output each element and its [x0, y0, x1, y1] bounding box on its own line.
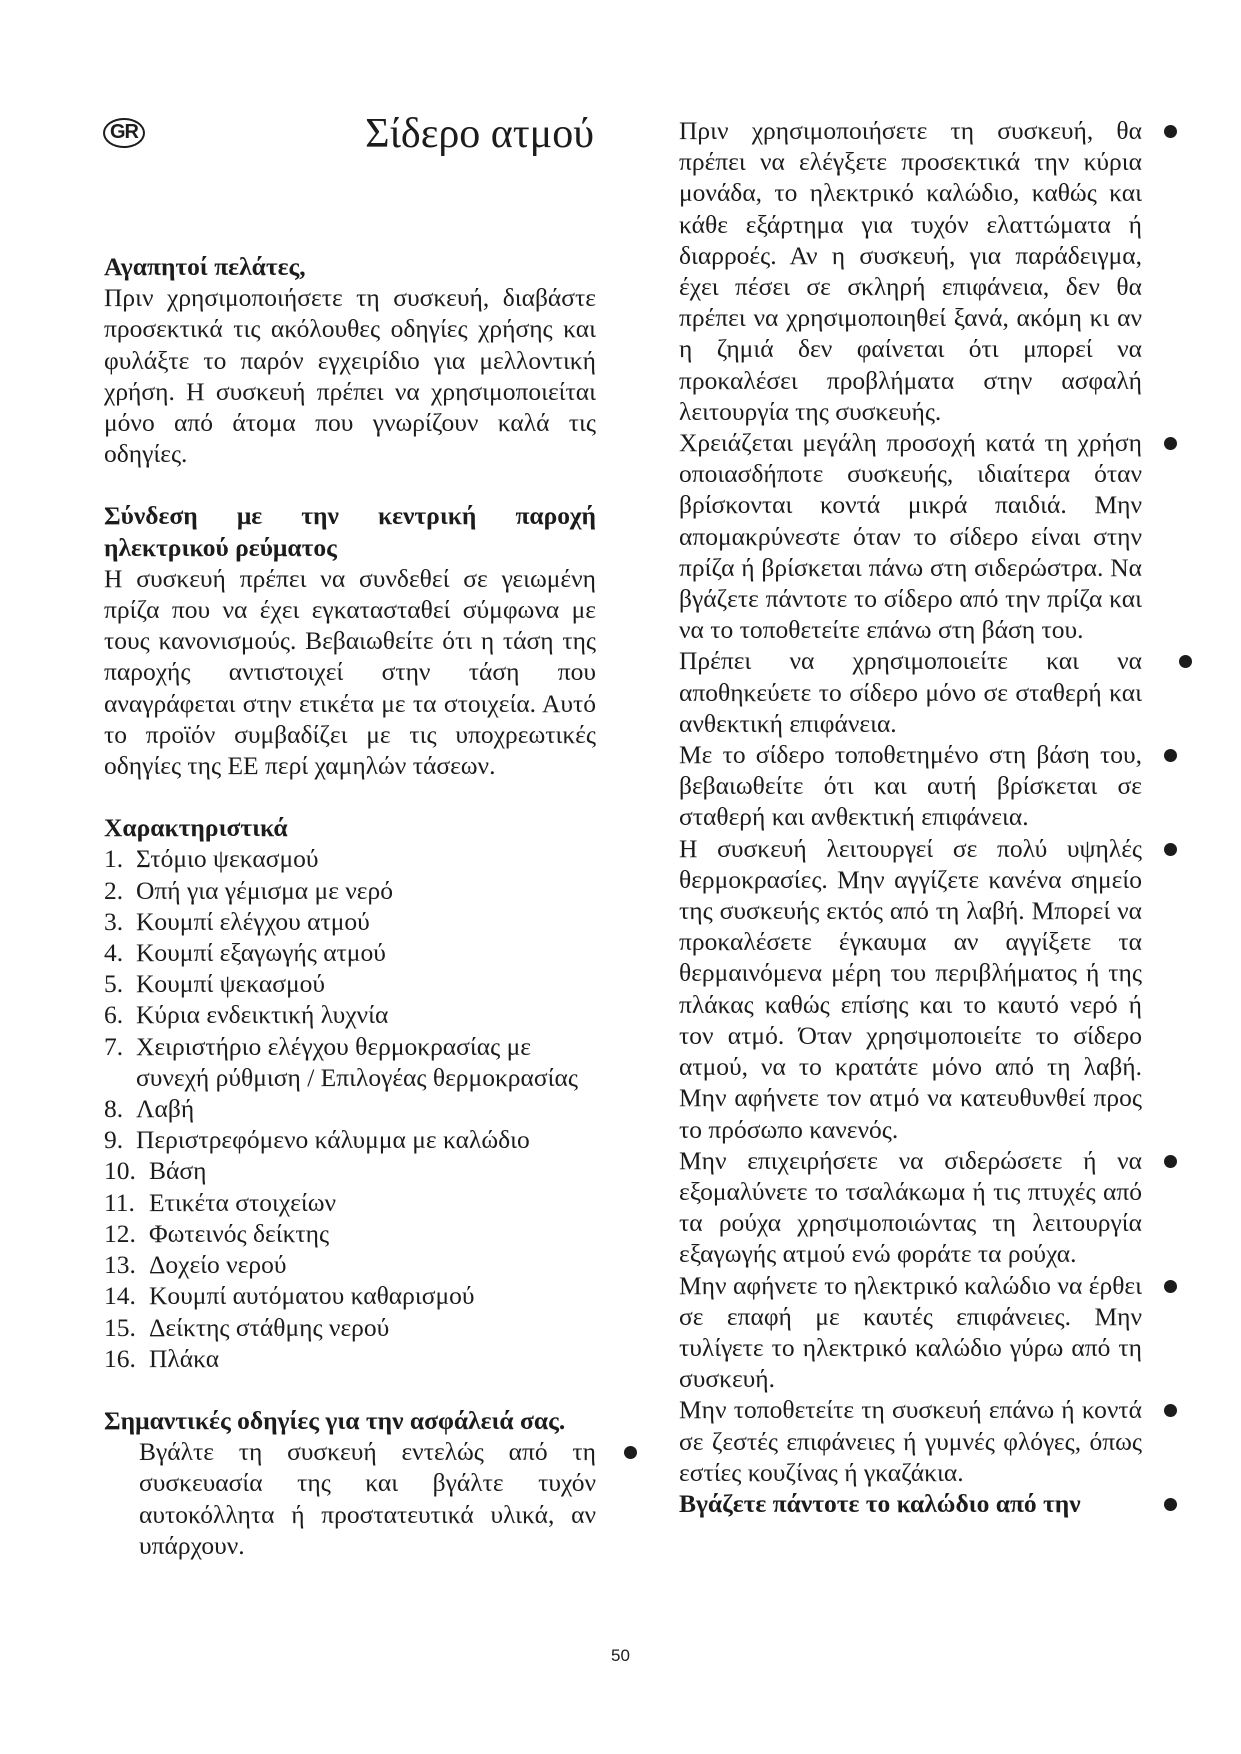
language-badge: GR	[103, 118, 145, 148]
feature-item	[104, 843, 596, 874]
safety-item	[679, 1145, 1142, 1270]
features-list	[104, 843, 596, 1373]
feature-text: Φωτεινός δείκτης	[149, 1218, 330, 1248]
page-number: 50	[611, 1646, 630, 1665]
safety-text: Με το σίδερο τοποθετημένο στη βάση του, βεβαιωθείτε ότι και αυτή βρίσκεται σε σταθερή και ανθεκτική επιφάνεια.	[679, 740, 1142, 832]
safety-text: Μην επιχειρήσετε να σιδερώσετε ή να εξομαλύνετε το τσαλάκωμα ή τις πτυχές από τα ρούχα χρησιμοποιώντας τη λειτουργία εξαγωγής ατμού ενώ φοράτε τα ρούχα.	[679, 1145, 1142, 1269]
safety-item	[679, 833, 1142, 1145]
bullet-icon	[1164, 843, 1177, 856]
bullet-icon	[1164, 1404, 1177, 1417]
feature-text: Κουμπί ελέγχου ατμού	[136, 906, 370, 936]
feature-text: Περιστρεφόμενο κάλυμμα με καλώδιο	[136, 1125, 530, 1155]
bullet-icon	[1164, 749, 1177, 762]
feature-text: Χειριστήριο ελέγχου θερμοκρασίας με συνεχή ρύθμιση / Επιλογέας θερμοκρασίας	[136, 1031, 578, 1092]
safety-text: Μην τοποθετείτε τη συσκευή επάνω ή κοντά σε ζεστές επιφάνειες ή γυμνές φλόγες, όπως εστίες κουζίνας ή γκαζάκια.	[679, 1395, 1142, 1487]
feature-number: 2.	[104, 875, 124, 905]
feature-item	[104, 1031, 596, 1093]
feature-text: Δείκτης στάθμης νερού	[149, 1312, 390, 1342]
safety-text: Πρέπει να χρησιμοποιείτε και να αποθηκεύετε το σίδερο μόνο σε σταθερή και ανθεκτική επιφάνεια.	[679, 646, 1142, 738]
safety-text: Η συσκευή λειτουργεί σε πολύ υψηλές θερμοκρασίες. Μην αγγίζετε κανένα σημείο της συσκευής εκτός από τη λαβή. Μπορεί να προκαλέσετε έγκαυμα αν αγγίξετε τα θερμαινόμενα μέρη του περιβλήματος ή της πλάκας καθώς επίσης και το καυτό νερό ή τον ατμό. Όταν χρησιμοποιείτε το σίδερο ατμού, να το κρατάτε μόνο από τη λαβή. Μην αφήνετε τον ατμό να κατευθυνθεί προς το πρόσωπο κανενός.	[679, 833, 1142, 1144]
feature-text: Δοχείο νερού	[149, 1250, 287, 1280]
feature-item	[104, 1187, 596, 1218]
safety-item	[679, 115, 1142, 427]
feature-number: 3.	[104, 906, 124, 936]
feature-item	[104, 937, 596, 968]
feature-item	[104, 1343, 596, 1374]
feature-item	[104, 1280, 596, 1311]
greeting-heading: Αγαπητοί πελάτες,	[104, 252, 306, 281]
feature-text: Στόμιο ψεκασμού	[136, 844, 319, 874]
feature-item	[104, 1249, 596, 1280]
feature-number: 8.	[104, 1094, 124, 1124]
feature-item	[104, 1218, 596, 1249]
bullet-icon	[1164, 437, 1177, 450]
feature-text: Κουμπί αυτόματου καθαρισμού	[149, 1281, 475, 1311]
feature-number: 6.	[104, 1000, 124, 1030]
feature-item	[104, 1155, 596, 1186]
feature-text: Κουμπί εξαγωγής ατμού	[136, 938, 386, 968]
feature-number: 16.	[104, 1343, 136, 1373]
safety-intro-text: Βγάλτε τη συσκευή εντελώς από τη συσκευασία της και βγάλτε τυχόν αυτοκόλλητα ή προστατευτικά υλικά, αν υπάρχουν.	[139, 1437, 596, 1560]
feature-text: Κύρια ενδεικτική λυχνία	[136, 1000, 389, 1030]
safety-text: Χρειάζεται μεγάλη προσοχή κατά τη χρήση οποιασδήποτε συσκευής, ιδιαίτερα όταν βρίσκονται κοντά μικρά παιδιά. Μην απομακρύνεστε όταν το σίδερο είναι στην πρίζα ή βρίσκεται πάνω στη σιδερώστρα. Να βγάζετε πάντοτε το σίδερο από την πρίζα και να το τοποθετείτε επάνω στη βάση του.	[679, 428, 1142, 645]
feature-text: Λαβή	[136, 1094, 195, 1124]
feature-text: Κουμπί ψεκασμού	[136, 969, 326, 999]
document-title: Σίδερο ατμού	[365, 111, 594, 157]
safety-text-bold: Βγάζετε πάντοτε το καλώδιο από την	[679, 1488, 1081, 1518]
left-column	[104, 251, 596, 1561]
safety-item	[679, 739, 1142, 833]
safety-item	[679, 1270, 1142, 1395]
connection-heading: Σύνδεση με την κεντρική παροχή ηλεκτρικού ρεύματος	[104, 501, 596, 562]
feature-item	[104, 875, 596, 906]
bullet-icon	[1164, 1498, 1177, 1511]
feature-number: 13.	[104, 1250, 136, 1280]
safety-text: Πριν χρησιμοποιήσετε τη συσκευή, θα πρέπει να ελέγξετε προσεκτικά την κύρια μονάδα, το ηλεκτρικό καλώδιο, καθώς και κάθε εξάρτημα για τυχόν ελαττώματα ή διαρροές. Αν η συσκευή, για παράδειγμα, έχει πέσει σε σκληρή επιφάνεια, δεν θα πρέπει να χρησιμοποιηθεί ξανά, ακόμη κι αν η ζημιά δεν φαίνεται ότι μπορεί να προκαλέσει προβλήματα στην ασφαλή λειτουργία της συσκευής.	[679, 116, 1142, 426]
feature-number: 9.	[104, 1125, 124, 1155]
feature-number: 4.	[104, 938, 124, 968]
bullet-icon	[1164, 1155, 1177, 1168]
feature-item	[104, 1093, 596, 1124]
feature-item	[104, 1312, 596, 1343]
safety-text: Μην αφήνετε το ηλεκτρικό καλώδιο να έρθει σε επαφή με καυτές επιφάνειες. Μην τυλίγετε το ηλεκτρικό καλώδιο γύρω από τη συσκευή.	[679, 1270, 1142, 1394]
feature-number: 5.	[104, 969, 124, 999]
safety-item	[679, 1394, 1142, 1488]
safety-intro-item	[104, 1436, 596, 1561]
bullet-icon	[624, 1446, 637, 1459]
feature-text: Βάση	[149, 1156, 207, 1186]
feature-number: 11.	[104, 1187, 135, 1217]
feature-number: 1.	[104, 844, 124, 874]
bullet-icon	[1179, 655, 1192, 668]
safety-item	[679, 427, 1142, 645]
feature-number: 12.	[104, 1218, 136, 1248]
bullet-icon	[1164, 1280, 1177, 1293]
features-heading: Χαρακτηριστικά	[104, 813, 288, 843]
safety-item	[679, 1488, 1142, 1519]
feature-text: Οπή για γέμισμα με νερό	[136, 875, 393, 905]
safety-item	[679, 645, 1142, 739]
feature-number: 15.	[104, 1312, 136, 1342]
feature-item	[104, 906, 596, 937]
bullet-icon	[1164, 125, 1177, 138]
right-column	[679, 115, 1142, 1519]
connection-text: Η συσκευή πρέπει να συνδεθεί σε γειωμένη πρίζα που να έχει εγκατασταθεί σύμφωνα με τους κανονισμούς. Βεβαιωθείτε ότι η τάση της παροχής αντιστοιχεί στην τάση που αναγράφεται στην ετικέτα με τα στοιχεία. Αυτό το προϊόν συμβαδίζει με τις υποχρεωτικές οδηγίες της ΕΕ περί χαμηλών τάσεων.	[104, 563, 596, 781]
safety-heading: Σημαντικές οδηγίες για την ασφάλειά σας.	[104, 1405, 566, 1435]
greeting-text: Πριν χρησιμοποιήσετε τη συσκευή, διαβάστε προσεκτικά τις ακόλουθες οδηγίες χρήσης και φυλάξτε το παρόν εγχειρίδιο για μελλοντική χρήση. Η συσκευή πρέπει να χρησιμοποιείται μόνο από άτομα που γνωρίζουν καλά τις οδηγίες.	[104, 283, 596, 469]
feature-number: 14.	[104, 1281, 136, 1311]
feature-item	[104, 968, 596, 999]
feature-number: 7.	[104, 1031, 124, 1061]
feature-text: Πλάκα	[149, 1343, 220, 1373]
feature-number: 10.	[104, 1156, 136, 1186]
feature-item	[104, 999, 596, 1030]
feature-item	[104, 1124, 596, 1155]
feature-text: Ετικέτα στοιχείων	[149, 1187, 337, 1217]
